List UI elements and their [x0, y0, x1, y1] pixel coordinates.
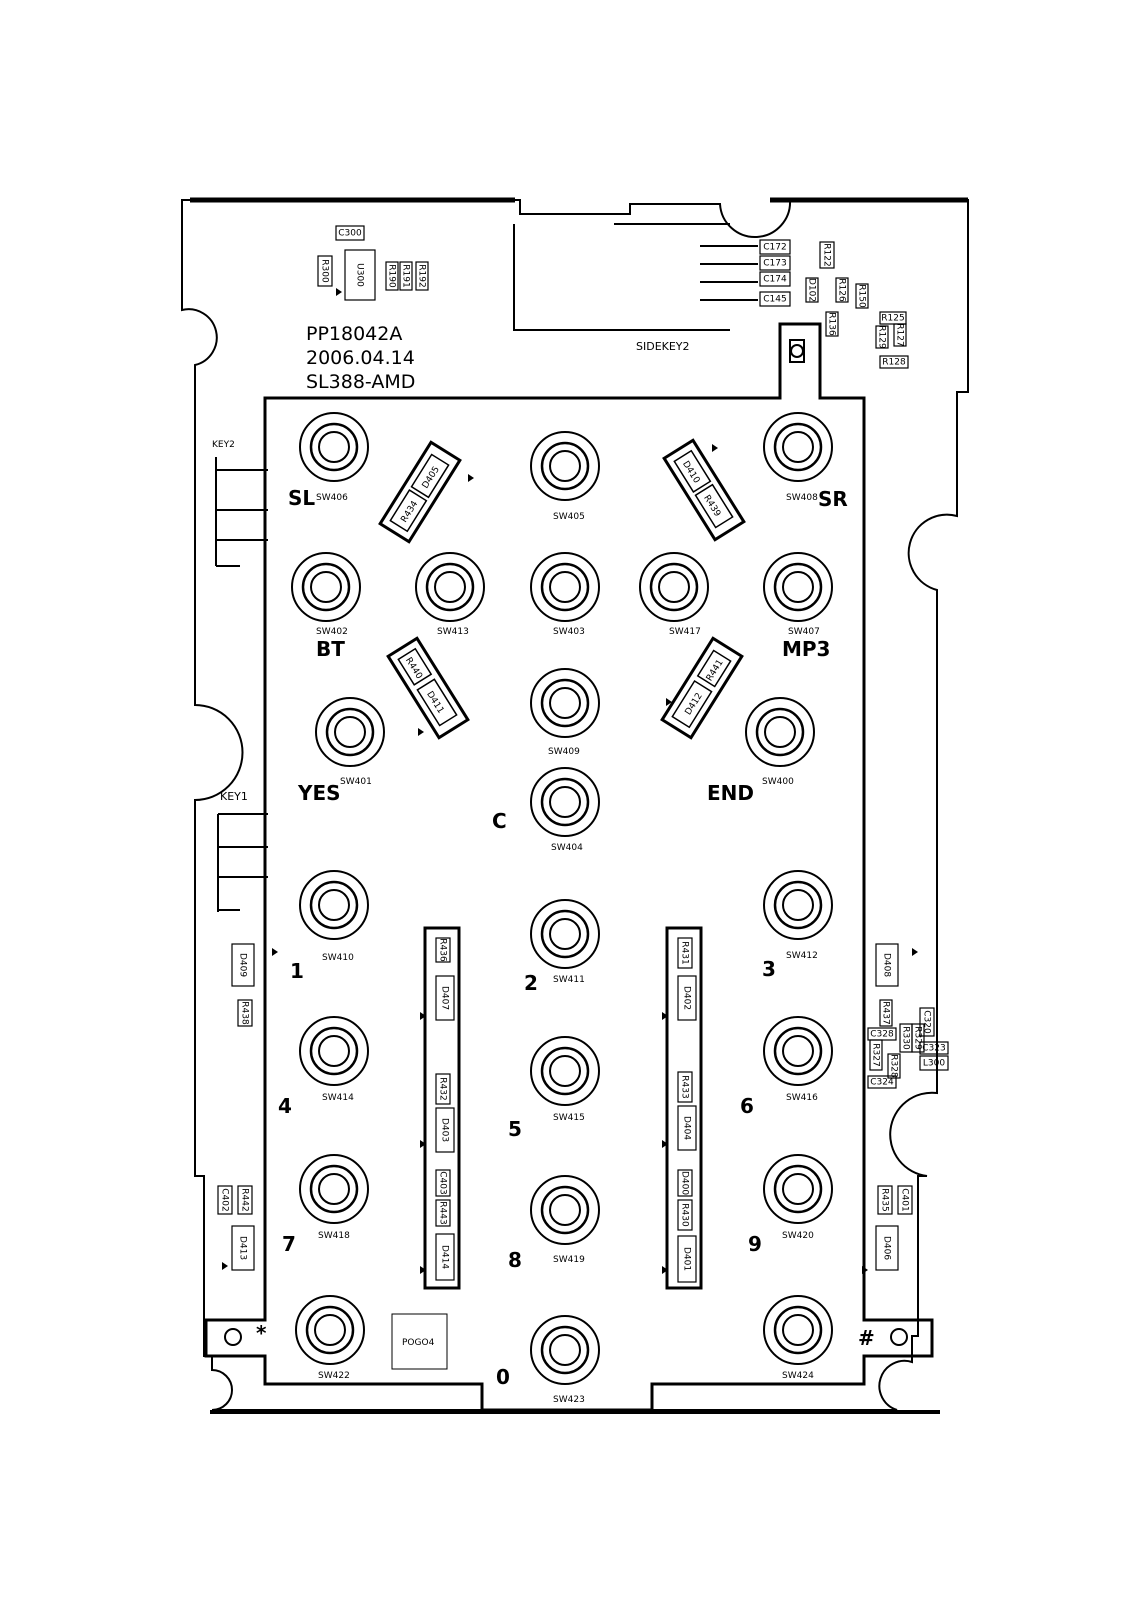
component-c324 [868, 1076, 896, 1088]
switch-ref-sw400: SW400 [762, 777, 794, 787]
switch-ref-sw410: SW410 [322, 953, 354, 963]
component-ref-r432: R432 [437, 1077, 448, 1101]
label-d412: D412 [683, 691, 705, 718]
label-d410: D410 [680, 459, 702, 486]
component-ref-r191: R191 [400, 264, 411, 288]
component-ref-c173: C173 [763, 258, 787, 269]
component-ref-c328: C328 [870, 1029, 894, 1040]
component-r437 [880, 1000, 892, 1026]
component-ref-r128: R128 [882, 357, 906, 368]
component-r438 [238, 1000, 252, 1026]
switch-sw401 [316, 698, 384, 787]
component-r192 [416, 262, 428, 290]
switch-sw414 [300, 1017, 368, 1103]
switch-ref-sw404: SW404 [551, 843, 583, 853]
switch-sw411 [531, 900, 599, 985]
key-label-sw419: 8 [508, 1248, 522, 1272]
key-connector-lines [216, 457, 268, 912]
tilted-cluster-d412 [662, 638, 742, 737]
switch-sw407 [764, 553, 832, 637]
switch-sw404 [531, 768, 599, 853]
component-ref-r150: R150 [856, 284, 867, 308]
component-ref-r435: R435 [879, 1188, 890, 1212]
key-label-sw407: MP3 [782, 637, 831, 661]
label-d411: D411 [424, 689, 446, 716]
mount-hole-right [790, 340, 804, 362]
component-ref-d414: D414 [439, 1244, 450, 1270]
switch-sw422 [296, 1296, 364, 1381]
component-r300 [318, 256, 332, 286]
component-d400 [678, 1170, 692, 1196]
tilted-cluster-d405 [380, 442, 460, 541]
component-r127 [894, 323, 906, 346]
switch-ref-sw408: SW408 [786, 493, 818, 503]
component-d403 [436, 1108, 454, 1152]
component-r126 [836, 278, 848, 302]
component-ref-d413: D413 [237, 1235, 248, 1261]
key-label-sw423: 0 [496, 1365, 510, 1389]
component-c402 [218, 1186, 232, 1214]
component-r122 [820, 242, 834, 268]
component-r150 [856, 284, 868, 308]
component-d408 [876, 944, 898, 986]
key-label-sw400: END [707, 781, 755, 805]
switch-sw418 [300, 1155, 368, 1241]
component-c145 [760, 292, 790, 306]
switch-ref-sw416: SW416 [786, 1093, 818, 1103]
mount-hole-bottom-right [891, 1329, 907, 1345]
keypad-switches [292, 413, 832, 1405]
tilted-cluster-d410 [664, 440, 744, 539]
component-ref-r330: R330 [900, 1026, 911, 1050]
sidekey-traces [514, 224, 758, 330]
switch-sw417 [640, 553, 708, 637]
component-r327 [870, 1040, 882, 1070]
switch-ref-sw401: SW401 [340, 777, 372, 787]
component-ref-c323: C323 [922, 1043, 946, 1054]
tilted-cluster-d411 [388, 638, 468, 737]
component-r430 [678, 1200, 692, 1230]
switch-sw420 [764, 1155, 832, 1241]
key-label-sw424: # [858, 1326, 875, 1350]
component-r435 [878, 1186, 892, 1214]
component-ref-c300: C300 [338, 228, 362, 239]
key-label-sw422: * [256, 1321, 267, 1345]
component-ref-r125: R125 [881, 313, 905, 324]
switch-ref-sw422: SW422 [318, 1371, 350, 1381]
component-d409 [232, 944, 254, 986]
component-ref-r122: R122 [821, 243, 832, 267]
switch-ref-sw420: SW420 [782, 1231, 814, 1241]
component-ref-l300: L300 [922, 1058, 946, 1069]
switch-ref-sw423: SW423 [553, 1395, 585, 1405]
component-ref-r433: R433 [679, 1075, 690, 1099]
switch-sw409 [531, 669, 599, 757]
switch-sw419 [531, 1176, 599, 1265]
label-r440: R440 [402, 655, 424, 682]
switch-ref-sw405: SW405 [553, 512, 585, 522]
component-ref-d406: D406 [881, 1235, 892, 1261]
key1-label: KEY1 [220, 790, 248, 803]
switch-ref-sw419: SW419 [553, 1255, 585, 1265]
component-ref-d408: D408 [881, 952, 892, 978]
mount-hole-right-center [791, 345, 803, 357]
component-ref-c324: C324 [870, 1077, 894, 1088]
component-ref-c402: C402 [219, 1188, 230, 1212]
key-label-sw406: SL [288, 486, 316, 510]
switch-ref-sw417: SW417 [669, 627, 701, 637]
component-r191 [400, 262, 412, 290]
component-c401 [898, 1186, 912, 1214]
key-label-sw415: 5 [508, 1117, 522, 1141]
component-ref-d407: D407 [439, 985, 450, 1011]
switch-sw424 [764, 1296, 832, 1381]
component-d413 [232, 1226, 254, 1270]
component-ref-u300: U300 [354, 263, 365, 287]
switch-sw413 [416, 553, 484, 637]
component-d406 [876, 1226, 898, 1270]
component-r128 [880, 356, 908, 368]
switch-sw402 [292, 553, 360, 637]
switch-sw405 [531, 432, 599, 522]
switch-sw415 [531, 1037, 599, 1123]
switch-ref-sw406: SW406 [316, 493, 348, 503]
switch-sw410 [300, 871, 368, 963]
key-label-sw408: SR [818, 487, 848, 511]
component-c172 [760, 240, 790, 254]
key2-label: KEY2 [212, 440, 235, 450]
component-ref-r327: R327 [870, 1043, 881, 1067]
switch-ref-sw403: SW403 [553, 627, 585, 637]
component-u300 [345, 250, 375, 300]
switch-ref-sw409: SW409 [548, 747, 580, 757]
component-l300 [920, 1056, 948, 1070]
sidekey2-label: SIDEKEY2 [636, 340, 690, 353]
key-label-sw401: YES [298, 781, 341, 805]
key-label-sw404: C [492, 809, 507, 833]
switch-sw423 [531, 1316, 599, 1405]
switch-ref-sw412: SW412 [786, 951, 818, 961]
component-ref-d409: D409 [237, 952, 248, 978]
component-c174 [760, 272, 790, 286]
label-r434: R434 [399, 499, 421, 525]
component-ref-d403: D403 [439, 1117, 450, 1143]
component-ref-r126: R126 [836, 278, 847, 302]
component-d401 [678, 1236, 696, 1282]
component-ref-c401: C401 [899, 1188, 910, 1212]
switch-ref-sw411: SW411 [553, 975, 585, 985]
component-ref-r127: R127 [894, 323, 905, 347]
switch-sw412 [764, 871, 832, 961]
component-r443 [436, 1200, 450, 1226]
component-c300 [336, 226, 364, 240]
component-ref-d404: D404 [681, 1115, 692, 1141]
component-ref-d102: D102 [806, 277, 817, 303]
component-ref-c320: C320 [921, 1010, 932, 1034]
component-ref-r430: R430 [679, 1203, 690, 1227]
component-ref-r437: R437 [880, 1001, 891, 1025]
component-r431 [678, 938, 692, 968]
component-d407 [436, 976, 454, 1020]
component-ref-c174: C174 [763, 274, 787, 285]
component-ref-d401: D401 [681, 1246, 692, 1272]
component-ref-d400: D400 [679, 1170, 690, 1196]
switch-sw400 [746, 698, 814, 787]
mount-hole-left [225, 1329, 241, 1345]
component-ref-r129: R129 [876, 325, 887, 349]
component-r433 [678, 1072, 692, 1102]
key-label-sw416: 6 [740, 1094, 754, 1118]
component-r330 [900, 1024, 912, 1052]
component-c328 [868, 1028, 896, 1040]
component-ref-r431: R431 [679, 941, 690, 965]
switch-ref-sw415: SW415 [553, 1113, 585, 1123]
component-r129 [876, 325, 888, 349]
key-label-sw420: 9 [748, 1232, 762, 1256]
component-d402 [678, 976, 696, 1020]
switch-ref-sw414: SW414 [322, 1093, 354, 1103]
label-r439: R439 [701, 493, 723, 519]
component-ref-c403: C403 [437, 1171, 448, 1195]
switch-sw403 [531, 553, 599, 637]
component-r436 [436, 938, 450, 962]
component-ref-r328: R328 [888, 1054, 899, 1078]
component-ref-r300: R300 [319, 259, 330, 283]
switch-ref-sw413: SW413 [437, 627, 469, 637]
component-ref-r436: R436 [437, 938, 448, 962]
key-label-sw412: 3 [762, 957, 776, 981]
component-ref-r329: R329 [912, 1026, 923, 1050]
component-c403 [436, 1170, 450, 1196]
component-c323 [920, 1042, 948, 1054]
component-c173 [760, 256, 790, 270]
component-ref-d402: D402 [681, 985, 692, 1011]
part-number: PP18042A [306, 323, 403, 345]
component-ref-c145: C145 [763, 294, 787, 305]
component-r190 [386, 262, 398, 290]
switch-ref-sw402: SW402 [316, 627, 348, 637]
component-r442 [238, 1186, 252, 1214]
board-model: SL388-AMD [306, 371, 416, 393]
switch-ref-sw407: SW407 [788, 627, 820, 637]
key-label-sw411: 2 [524, 971, 538, 995]
component-ref-r442: R442 [239, 1188, 250, 1212]
key-label-sw418: 7 [282, 1232, 296, 1256]
component-ref-c172: C172 [763, 242, 787, 253]
key-label-sw414: 4 [278, 1094, 292, 1118]
component-ref-r438: R438 [239, 1001, 250, 1025]
pogo-label: POGO4 [402, 1338, 435, 1348]
component-ref-r190: R190 [386, 264, 397, 288]
board-date: 2006.04.14 [306, 347, 415, 369]
switch-ref-sw424: SW424 [782, 1371, 814, 1381]
component-ref-r192: R192 [416, 264, 427, 288]
component-ref-r443: R443 [437, 1201, 448, 1225]
component-d404 [678, 1106, 696, 1150]
component-ref-r136: R136 [826, 312, 837, 336]
switch-sw416 [764, 1017, 832, 1103]
component-d414 [436, 1234, 454, 1280]
key-label-sw402: BT [316, 637, 345, 661]
label-d405: D405 [420, 464, 442, 491]
switch-ref-sw418: SW418 [318, 1231, 350, 1241]
component-r136 [826, 312, 838, 336]
component-r432 [436, 1074, 450, 1104]
component-r125 [880, 312, 906, 324]
component-d102 [806, 278, 818, 302]
key-label-sw410: 1 [290, 959, 304, 983]
label-r441: R441 [704, 658, 726, 684]
component-r328 [888, 1054, 900, 1078]
